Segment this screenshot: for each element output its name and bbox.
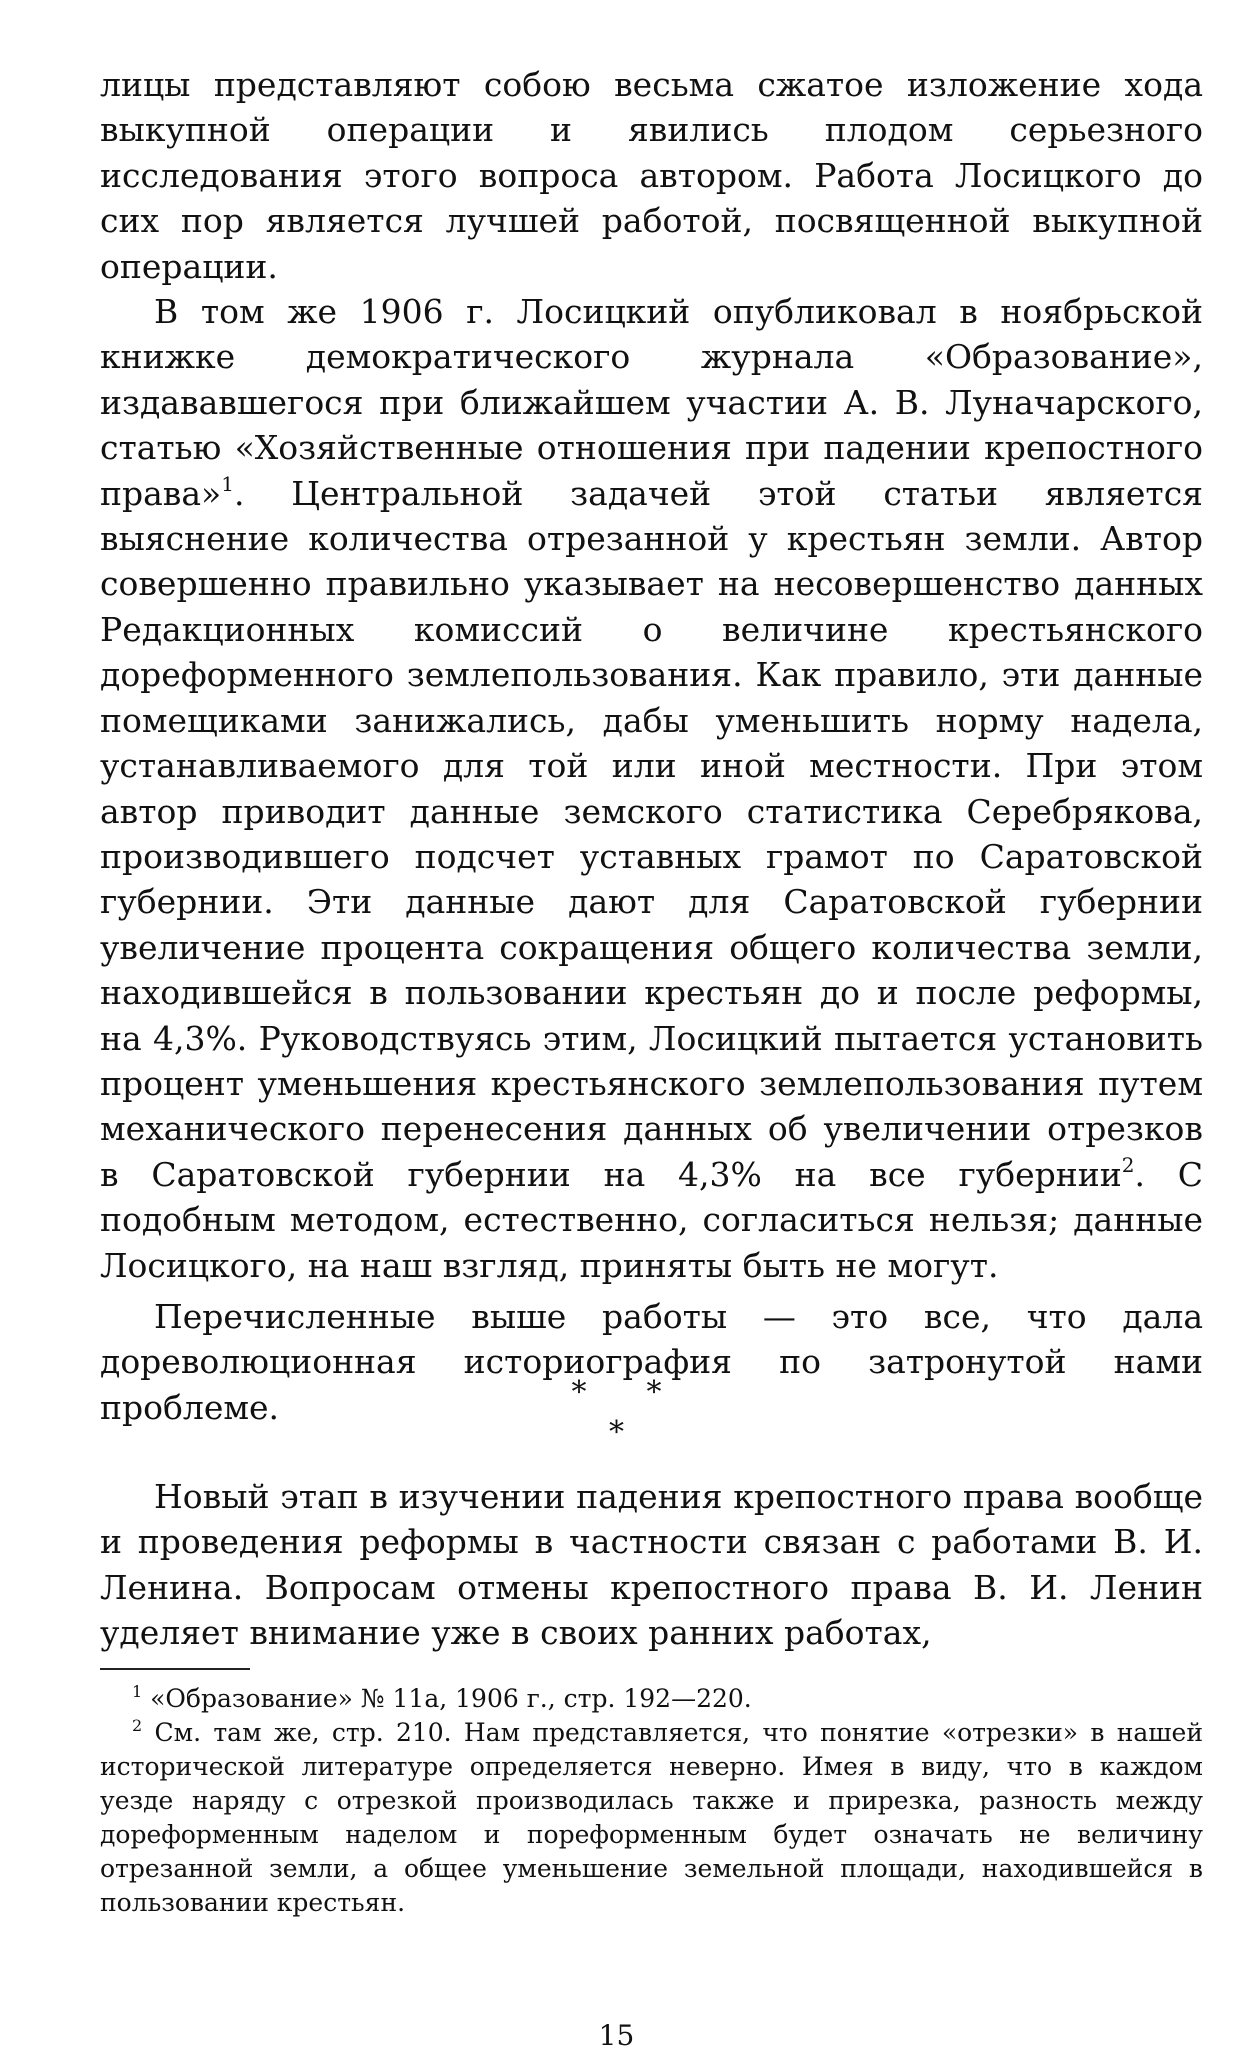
page-number: 15 bbox=[598, 2019, 635, 2052]
footnote-2-text: См. там же, стр. 210. Нам представляется, что понятие «отрезки» в нашей исторической литературе определяется неверно. Имея в виду, что в каждом уезде наряду с отрезкой производилась также и прирезка, разность между дореформенным наделом и пореформенным будет означать не величину отрезанной земли, а общее уменьшение земельной площади, находившейся в пользовании крестьян. bbox=[100, 1718, 1203, 1917]
paragraph-1: лицы представляют собою весьма сжатое изложение хода выкупной операции и явились плодом серьезного исследования этого вопроса автором. Работа Лосицкого до сих пор является лучшей работой, посвященной выкупной операции. bbox=[100, 65, 1203, 286]
main-text bbox=[100, 62, 1203, 1430]
paragraph-2-part-2: . Центральной задачей этой статьи является выяснение количества отрезанной у крестьян земли. Автор совершенно правильно указывает на несовершенство данных Редакционных комиссий о величине крестьянского дореформенного землепользования. Как правило, эти данные помещиками занижались, дабы уменьшить норму надела, устанавливаемого для той или иной местности. При этом автор приводит данные земского статистика Серебрякова, производившего подсчет уставных грамот по Саратовской губернии. Эти данные дают для Саратовской губернии увеличение процента сокращения общего количества земли, находившейся в пользовании крестьян до и после реформы, на 4,3%. Руководствуясь этим, Лосицкий пытается установить процент уменьшения крестьянского землепользования путем механического перенесения данных об увеличении отрезков в Саратовской губернии на 4,3% на все губернии bbox=[100, 473, 1203, 1194]
footnote-ref-1[interactable]: 1 bbox=[221, 471, 234, 496]
asterisk: * bbox=[609, 1415, 624, 1450]
section-separator-top bbox=[0, 1375, 1233, 1410]
new-section-text bbox=[100, 1474, 1203, 1656]
paragraph-2 bbox=[100, 289, 1203, 1288]
footnote-mark-1: 1 bbox=[132, 1682, 143, 1701]
footnote-1-text: «Образование» № 11а, 1906 г., стр. 192—220. bbox=[150, 1684, 752, 1713]
paragraph-2-part-3: . С подобным методом, естественно, согласиться нельзя; данные Лосицкого, на наш взгляд, приняты быть не могут. bbox=[100, 1154, 1204, 1285]
paragraph-4: Новый этап в изучении падения крепостного права вообще и проведения реформы в частности связан с работами В. И. Ленина. Вопросам отмены крепостного права В. И. Ленин уделяет внимание уже в своих ранних работах, bbox=[100, 1477, 1203, 1653]
section-separator-bottom bbox=[0, 1415, 1233, 1450]
footnote-1 bbox=[100, 1682, 1203, 1716]
footnote-divider bbox=[100, 1668, 250, 1670]
asterisk: * bbox=[646, 1375, 662, 1410]
paragraph-3: Перечисленные выше работы — это все, что дала дореволюционная историография по затронутой нами проблеме. bbox=[100, 1296, 1203, 1427]
asterisk: * bbox=[571, 1375, 587, 1410]
footnote-2 bbox=[100, 1716, 1203, 1920]
paragraph-2-part-1: В том же 1906 г. Лосицкий опубликовал в ноябрьской книжке демократического журнала «Образование», издававшегося при ближайшем участии А. В. Луначарского, статью «Хозяйственные отношения при падении крепостного права» bbox=[100, 292, 1203, 513]
footnote-ref-2[interactable]: 2 bbox=[1121, 1152, 1135, 1177]
footnotes bbox=[100, 1682, 1203, 1920]
footnote-mark-2: 2 bbox=[132, 1716, 143, 1735]
